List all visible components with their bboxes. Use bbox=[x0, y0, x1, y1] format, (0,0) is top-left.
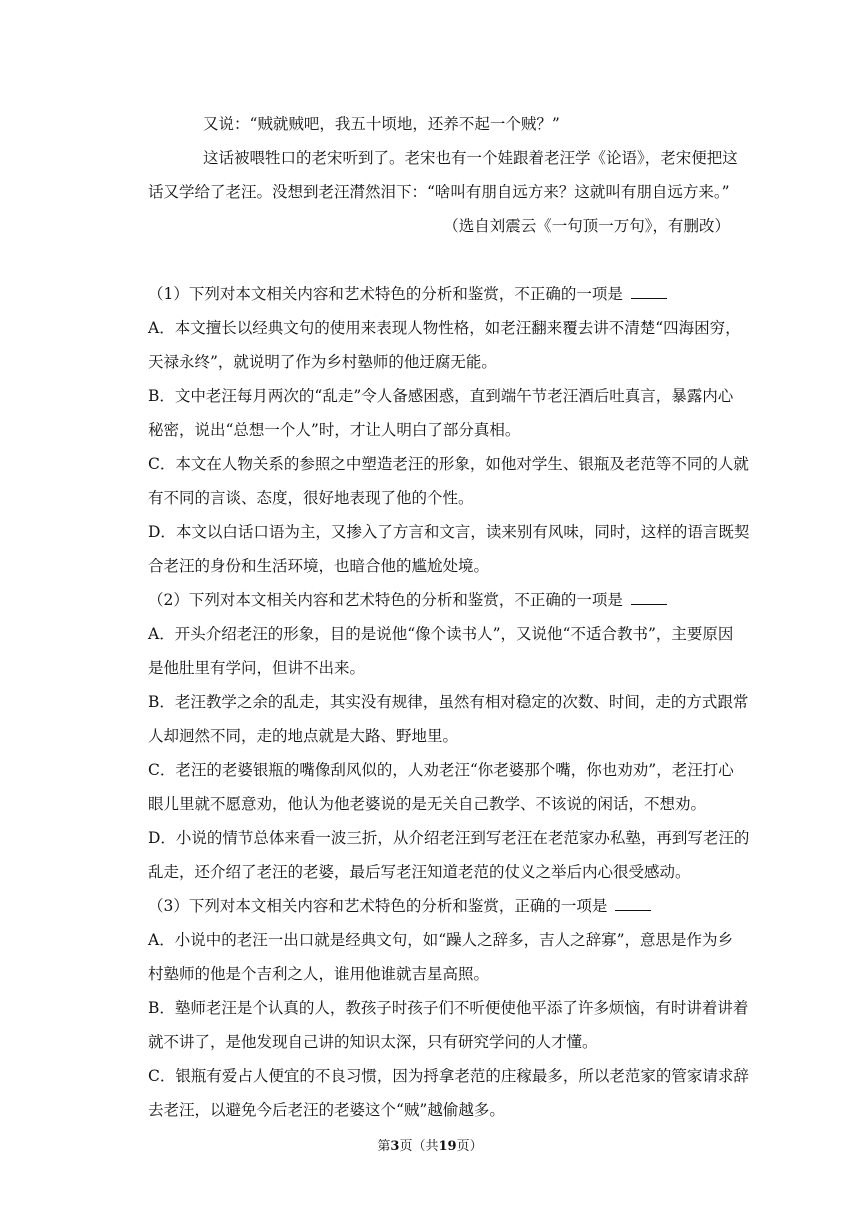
option-line: C．银瓶有爱占人便宜的不良习惯，因为捋拿老范的庄稼最多，所以老范家的管家请求辞 bbox=[148, 1067, 749, 1085]
passage-line: 又说：“贼就贼吧，我五十顷地，还养不起一个贼？” bbox=[203, 115, 560, 133]
option-line: 有不同的言谈、态度，很好地表现了他的个性。 bbox=[148, 489, 474, 507]
option-line: B．老汪教学之余的乱走，其实没有规律，虽然有相对稳定的次数、时间，走的方式跟常 bbox=[148, 693, 749, 711]
option-line: A．小说中的老汪一出口就是经典文句，如“躁人之辞多，吉人之辞寡”，意思是作为乡 bbox=[148, 931, 734, 949]
page-number: 3 bbox=[390, 1139, 400, 1154]
option-line: 天禄永终”，就说明了作为乡村塾师的他迂腐无能。 bbox=[148, 353, 497, 371]
option-line: 人却迥然不同，走的地点就是大路、野地里。 bbox=[148, 727, 459, 745]
answer-blank[interactable] bbox=[615, 896, 651, 911]
page-total: 19 bbox=[438, 1139, 457, 1154]
option-line: B．塾师老汪是个认真的人，教孩子时孩子们不听便使他平添了许多烦恼，有时讲着讲着 bbox=[148, 999, 749, 1017]
answer-blank[interactable] bbox=[631, 284, 667, 299]
question-stem: （3）下列对本文相关内容和艺术特色的分析和鉴赏，正确的一项是 bbox=[148, 889, 733, 923]
passage-line: 这话被喂牲口的老宋听到了。老宋也有一个娃跟着老汪学《论语》，老宋便把这 bbox=[203, 149, 738, 167]
option-line: 是他肚里有学问，但讲不出来。 bbox=[148, 659, 366, 677]
option-line: 村塾师的他是个吉利之人，谁用他谁就吉星高照。 bbox=[148, 965, 490, 983]
option-line: 乱走，还介绍了老汪的老婆，最后写老汪知道老范的仗义之举后内心很受感动。 bbox=[148, 863, 691, 881]
option-line: 就不讲了，是他发现自己讲的知识太深，只有研究学问的人才懂。 bbox=[148, 1033, 598, 1051]
page-footer: 第3页（共19页） bbox=[377, 1139, 483, 1154]
option-line: C．本文在人物关系的参照之中塑造老汪的形象，如他对学生、银瓶及老范等不同的人就 bbox=[148, 455, 749, 473]
option-line: 合老汪的身份和生活环境，也暗合他的尴尬处境。 bbox=[148, 557, 490, 575]
question-stem: （2）下列对本文相关内容和艺术特色的分析和鉴赏，不正确的一项是 bbox=[148, 583, 733, 617]
option-line: 秘密，说出“总想一个人”时，才让人明白了部分真相。 bbox=[148, 421, 521, 439]
option-line: A．本文擅长以经典文句的使用来表现人物性格，如老汪翻来覆去讲不清楚“四海困穷， bbox=[148, 319, 741, 337]
option-line: A．开头介绍老汪的形象，目的是说他“像个读书人”，又说他“不适合教书”，主要原因 bbox=[148, 625, 734, 643]
option-line: 去老汪，以避免今后老汪的老婆这个“贼”越偷越多。 bbox=[148, 1101, 505, 1119]
answer-blank[interactable] bbox=[631, 590, 667, 605]
option-line: C．老汪的老婆银瓶的嘴像刮风似的，人劝老汪“你老婆那个嘴，你也劝劝”，老汪打心 bbox=[148, 761, 734, 779]
option-line: B．文中老汪每月两次的“乱走”令人备感困惑，直到端午节老汪酒后吐真言，暴露内心 bbox=[148, 387, 734, 405]
option-line: D．本文以白话口语为主，又掺入了方言和文言，读来别有风味，同时，这样的语言既契 bbox=[148, 523, 750, 541]
option-line: D．小说的情节总体来看一波三折，从介绍老汪到写老汪在老范家办私塾，再到写老汪的 bbox=[148, 829, 750, 847]
option-line: 眼儿里就不愿意劝，他认为他老婆说的是无关自己教学、不该说的闲话，不想劝。 bbox=[148, 795, 707, 813]
passage-line: 话又学给了老汪。没想到老汪潸然泪下：“啥叫有朋自远方来？这就叫有朋自远方来。” bbox=[148, 183, 730, 201]
question-stem: （1）下列对本文相关内容和艺术特色的分析和鉴赏，不正确的一项是 bbox=[148, 277, 733, 311]
passage-source: （选自刘震云《一句顶一万句》，有删改） bbox=[443, 217, 730, 235]
